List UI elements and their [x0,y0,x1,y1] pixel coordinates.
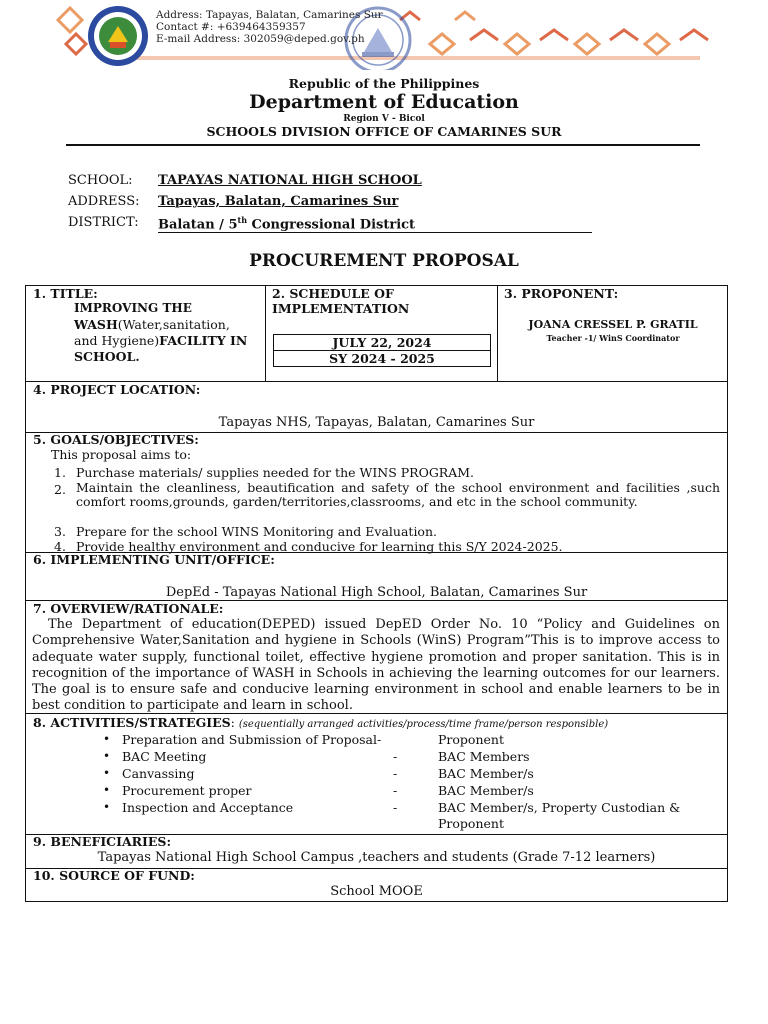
school-value: TAPAYAS NATIONAL HIGH SCHOOL [158,173,422,188]
activity-responsible-cont: Proponent [438,816,504,831]
header-contact: Contact #: +639464359357 [156,21,306,33]
implementing-value: DepEd - Tapayas National High School, Balatan, Camarines Sur [165,585,588,600]
goal-item-2: Maintain the cleanliness, beautification and safety of the school environment and facilities ,such comfort rooms,grounds, garden/territories,classrooms, and etc in the school community. [76,480,720,509]
location-heading: 4. PROJECT LOCATION: [33,382,201,397]
beneficiaries-value: Tapayas National High School Campus ,teachers and students (Grade 7-12 learners) [97,850,656,865]
fund-value: School MOOE [330,884,423,899]
proponent-name: JOANA CRESSEL P. GRATIL [528,318,698,331]
title-line-2: WASH(Water,sanitation, [74,317,230,332]
activity-dash: - [393,749,398,764]
activities-heading: 8. ACTIVITIES/STRATEGIES: (sequentially arranged activities/process/time frame/person responsible) [33,715,609,730]
location-value: Tapayas NHS, Tapayas, Balatan, Camarines Sur [218,415,535,430]
activity-responsible: BAC Member/s [438,766,534,781]
school-logo [88,6,148,66]
activity-dash: - [393,766,398,781]
goals-intro: This proposal aims to: [51,447,192,462]
bullet-icon: • [103,800,111,814]
letterhead-banner [0,0,768,70]
school-label: SCHOOL: [68,173,133,188]
activity-responsible: BAC Member/s, Property Custodian & [438,800,681,815]
schedule-heading-2: IMPLEMENTATION [272,301,410,316]
header-address: Address: Tapayas, Balatan, Camarines Sur [156,9,383,21]
implementing-heading: 6. IMPLEMENTING UNIT/OFFICE: [33,552,275,567]
schedule-school-year: SY 2024 - 2025 [273,350,491,367]
activity-name: BAC Meeting [122,749,207,764]
title-heading: 1. TITLE: [33,286,98,301]
bullet-icon: • [103,766,111,780]
title-line-1: IMPROVING THE [74,301,192,315]
activity-dash: - [393,783,398,798]
goal-item-3: Prepare for the school WINS Monitoring and Evaluation. [76,524,437,539]
bullet-icon: • [103,732,111,746]
beneficiaries-heading: 9. BENEFICIARIES: [33,834,172,849]
document-title: PROCUREMENT PROPOSAL [249,251,519,271]
title-line-4: SCHOOL. [74,349,140,364]
proponent-role: Teacher -1/ WinS Coordinator [546,333,680,343]
title-line-3: and Hygiene)FACILITY IN [74,333,248,348]
schedule-date: JULY 22, 2024 [273,334,491,351]
overview-text: The Department of education(DEPED) issued DepED Order No. 10 “Policy and Guidelines on Comprehensive Water,Sanitation and hygiene in Schools (WinS) Program”This is to improve access to adequate water supply, functional toilet, effective hygiene promotion and proper sanitation. This is in recognition of the importance of WASH in Schools in achieving the learning outcomes for our learners. The goal is to ensure safe and conducive learning environment in school and enable learners to be in best condition to participate and learn in school. [32,617,720,714]
activity-responsible: BAC Members [438,749,530,764]
proponent-heading: 3. PROPONENT: [504,286,619,301]
column-divider [265,285,266,382]
bullet-icon: • [103,783,111,797]
department-title: Department of Education [249,91,519,113]
activity-responsible: BAC Member/s [438,783,534,798]
goal-number: 3. [54,524,66,539]
goal-item-1: Purchase materials/ supplies needed for the WINS PROGRAM. [76,465,475,480]
district-value: Balatan / 5th Congressional District [158,215,592,233]
schedule-heading-1: 2. SCHEDULE OF [272,286,394,301]
address-value: Tapayas, Balatan, Camarines Sur [158,194,399,209]
overview-heading: 7. OVERVIEW/RATIONALE: [33,601,224,616]
activity-responsible: Proponent [438,732,504,747]
region-line: Region V - Bicol [343,114,425,124]
header-email: E-mail Address: 302059@deped.gov.ph [156,33,365,45]
goal-number: 1. [54,465,66,480]
activity-dash: - [393,800,398,815]
republic-line: Republic of the Philippines [288,76,480,91]
activity-name: Canvassing [122,766,195,781]
fund-heading: 10. SOURCE OF FUND: [33,868,195,883]
header-divider [66,144,700,146]
goal-number: 2. [54,482,66,497]
goals-heading: 5. GOALS/OBJECTIVES: [33,432,199,447]
division-line: SCHOOLS DIVISION OFFICE OF CAMARINES SUR [206,124,562,139]
address-label: ADDRESS: [68,194,140,209]
district-label: DISTRICT: [68,215,139,230]
activity-name: Preparation and Submission of Proposal- [122,732,382,747]
activity-name: Procurement proper [122,783,252,798]
goal-number: 4. [54,539,66,554]
goal-item-4: Provide healthy environment and conducive for learning this S/Y 2024-2025. [76,539,563,554]
bullet-icon: • [103,749,111,763]
activity-name: Inspection and Acceptance [122,800,294,815]
